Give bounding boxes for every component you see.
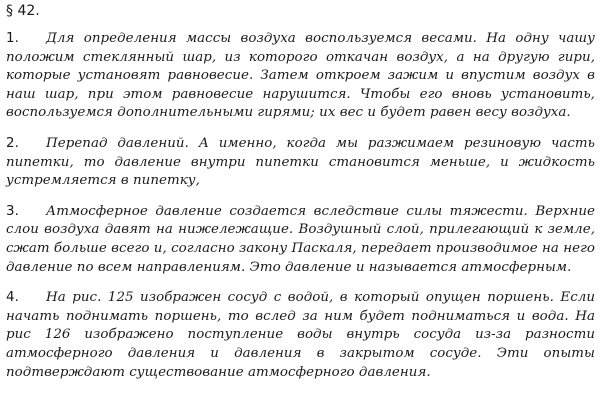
paragraph-number: 2. [6, 135, 19, 151]
paragraph-text: Атмосферное давление создается вследствие силы тяжести. Верхние слои воздуха давят на нижележащие. Воздушный слой, прилегающий к земле, сжат больше всего и, согласно закону Паскаля, передает производимое на него давление по всем направлениям. Это давление и называется атмосферным. [6, 203, 596, 275]
paragraph-4 [6, 289, 595, 382]
paragraph-number: 4. [6, 290, 19, 306]
paragraph-number: 1. [6, 31, 19, 46]
paragraph-1 [6, 30, 595, 123]
paragraph-2 [6, 135, 595, 191]
paragraph-3 [6, 203, 595, 277]
paragraph-text: Для определения массы воздуха воспользуемся весами. На одну чашу положим стеклянный шар, из которого откачан воздух, а на другую гири, которые установят равновесие. Затем откроем зажим и впустим воздух в наш шар, при этом равновесие нарушится. Чтобы его вновь установить, воспользуемся дополнительными гирями; их вес и будет равен весу воздуха. [6, 31, 595, 121]
paragraph-text: Перепад давлений. А именно, когда мы разжимаем резиновую часть пипетки, то давление внутри пипетки становится меньше, и жидкость устремляется в пипетку, [6, 135, 595, 189]
paragraph-number: 3. [6, 203, 19, 219]
paragraph-text: На рис. 125 изображен сосуд с водой, в который опущен поршень. Если начать поднимать поршень, то вслед за ним будет подниматься и вода. На рис 126 изображено поступление воды внутрь сосуда из-за разности атмосферного давления и давления в закрытом сосуде. Эти опыты подтверждают существование атмосферного давления. [6, 290, 595, 380]
section-heading: § 42. [6, 3, 40, 19]
